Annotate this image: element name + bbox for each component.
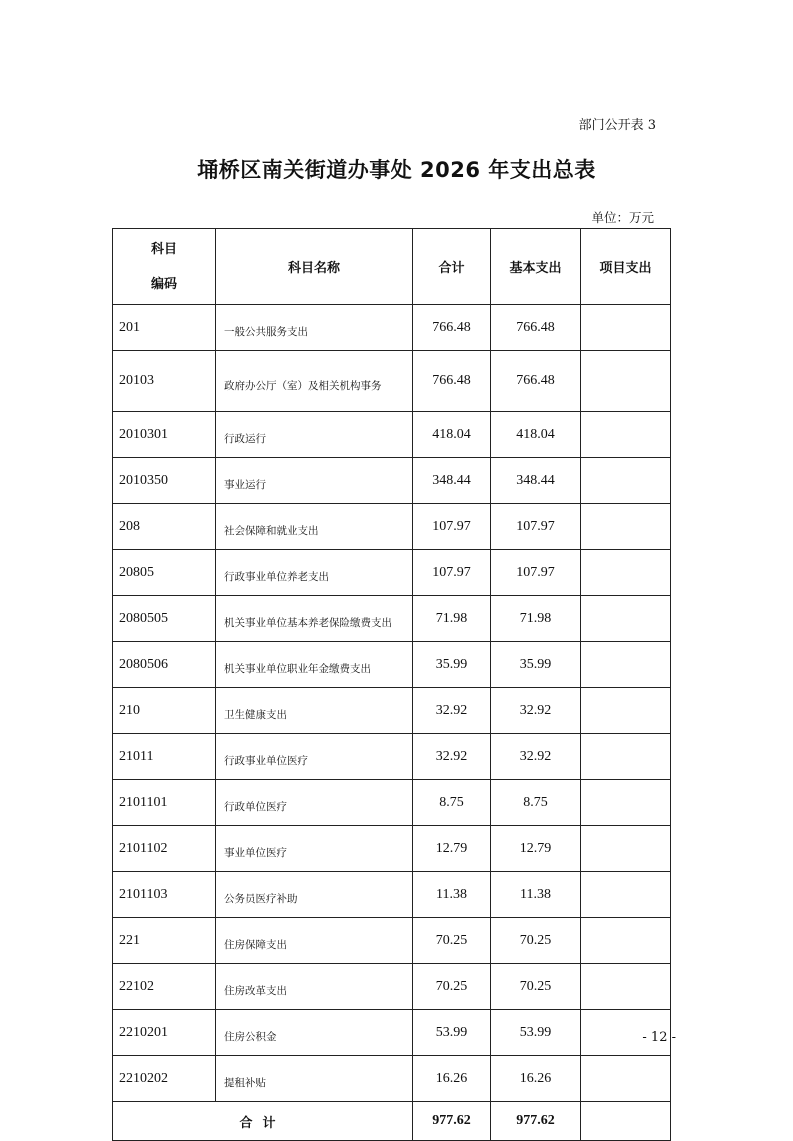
row-code: 2101101	[113, 780, 216, 826]
table-row	[113, 412, 671, 458]
row-total: 418.04	[413, 412, 491, 458]
table-row	[113, 918, 671, 964]
row-name: 事业运行	[216, 458, 413, 504]
row-name: 公务员医疗补助	[216, 872, 413, 918]
header-row	[113, 229, 671, 305]
row-basic: 32.92	[491, 734, 581, 780]
row-total: 766.48	[413, 351, 491, 412]
row-basic: 107.97	[491, 504, 581, 550]
table-body	[113, 305, 671, 1102]
row-code: 208	[113, 504, 216, 550]
row-basic: 71.98	[491, 596, 581, 642]
total-sum: 977.62	[413, 1102, 491, 1141]
row-name: 行政事业单位医疗	[216, 734, 413, 780]
row-basic: 107.97	[491, 550, 581, 596]
row-name: 一般公共服务支出	[216, 305, 413, 351]
row-total: 348.44	[413, 458, 491, 504]
row-project	[581, 458, 671, 504]
table-row	[113, 458, 671, 504]
row-code: 201	[113, 305, 216, 351]
row-basic: 16.26	[491, 1056, 581, 1102]
row-basic: 11.38	[491, 872, 581, 918]
row-total: 53.99	[413, 1010, 491, 1056]
row-total: 16.26	[413, 1056, 491, 1102]
header-basic: 基本支出	[491, 229, 581, 305]
row-project	[581, 826, 671, 872]
row-name: 卫生健康支出	[216, 688, 413, 734]
header-code-line1: 科目	[150, 241, 177, 257]
row-project	[581, 504, 671, 550]
row-name: 行政单位医疗	[216, 780, 413, 826]
row-name: 住房公积金	[216, 1010, 413, 1056]
row-code: 2010350	[113, 458, 216, 504]
row-name: 行政事业单位养老支出	[216, 550, 413, 596]
row-code: 2210201	[113, 1010, 216, 1056]
row-name: 社会保障和就业支出	[216, 504, 413, 550]
row-project	[581, 305, 671, 351]
table-tag: 部门公开表 3	[578, 118, 656, 133]
table-row	[113, 1056, 671, 1102]
row-basic: 35.99	[491, 642, 581, 688]
row-code: 20805	[113, 550, 216, 596]
table-row	[113, 596, 671, 642]
row-total: 12.79	[413, 826, 491, 872]
row-basic: 32.92	[491, 688, 581, 734]
table-row	[113, 642, 671, 688]
row-total: 71.98	[413, 596, 491, 642]
header-code-line2: 编码	[150, 276, 177, 292]
row-total: 70.25	[413, 964, 491, 1010]
row-name: 政府办公厅（室）及相关机构事务	[216, 351, 413, 412]
row-name: 行政运行	[216, 412, 413, 458]
row-name: 机关事业单位基本养老保险缴费支出	[216, 596, 413, 642]
total-basic: 977.62	[491, 1102, 581, 1141]
row-basic: 8.75	[491, 780, 581, 826]
page-title: 埇桥区南关街道办事处 2026 年支出总表	[197, 158, 596, 182]
row-total: 107.97	[413, 504, 491, 550]
header-project: 项目支出	[581, 229, 671, 305]
row-code: 210	[113, 688, 216, 734]
table-row	[113, 305, 671, 351]
row-code: 2080505	[113, 596, 216, 642]
row-name: 提租补贴	[216, 1056, 413, 1102]
row-project	[581, 964, 671, 1010]
total-row	[113, 1102, 671, 1141]
row-code: 22102	[113, 964, 216, 1010]
table-row	[113, 872, 671, 918]
row-total: 107.97	[413, 550, 491, 596]
row-project	[581, 780, 671, 826]
row-basic: 70.25	[491, 918, 581, 964]
row-name: 住房改革支出	[216, 964, 413, 1010]
row-code: 2101103	[113, 872, 216, 918]
row-project	[581, 734, 671, 780]
table-row	[113, 550, 671, 596]
row-name: 机关事业单位职业年金缴费支出	[216, 642, 413, 688]
total-label: 合计	[113, 1102, 413, 1141]
total-project	[581, 1102, 671, 1141]
page-number: - 12 -	[642, 1030, 676, 1045]
table-row	[113, 1010, 671, 1056]
table-row	[113, 826, 671, 872]
table-row	[113, 780, 671, 826]
row-basic: 12.79	[491, 826, 581, 872]
row-name: 事业单位医疗	[216, 826, 413, 872]
row-project	[581, 550, 671, 596]
row-code: 2101102	[113, 826, 216, 872]
row-basic: 348.44	[491, 458, 581, 504]
row-basic: 766.48	[491, 305, 581, 351]
row-project	[581, 596, 671, 642]
row-name: 住房保障支出	[216, 918, 413, 964]
table-row	[113, 351, 671, 412]
row-total: 35.99	[413, 642, 491, 688]
row-project	[581, 918, 671, 964]
table-row	[113, 504, 671, 550]
row-code: 2080506	[113, 642, 216, 688]
row-total: 32.92	[413, 734, 491, 780]
row-total: 32.92	[413, 688, 491, 734]
unit-label: 单位：万元	[591, 210, 654, 225]
row-project	[581, 412, 671, 458]
row-code: 2210202	[113, 1056, 216, 1102]
row-project	[581, 1056, 671, 1102]
expenditure-table	[112, 228, 671, 1141]
row-basic: 53.99	[491, 1010, 581, 1056]
header-code	[113, 229, 216, 305]
row-project	[581, 872, 671, 918]
row-total: 766.48	[413, 305, 491, 351]
row-basic: 766.48	[491, 351, 581, 412]
row-total: 70.25	[413, 918, 491, 964]
row-code: 2010301	[113, 412, 216, 458]
row-project	[581, 688, 671, 734]
table-row	[113, 964, 671, 1010]
header-total: 合计	[413, 229, 491, 305]
row-code: 20103	[113, 351, 216, 412]
row-total: 8.75	[413, 780, 491, 826]
table-row	[113, 734, 671, 780]
row-basic: 70.25	[491, 964, 581, 1010]
header-name: 科目名称	[216, 229, 413, 305]
row-code: 221	[113, 918, 216, 964]
row-basic: 418.04	[491, 412, 581, 458]
row-project	[581, 351, 671, 412]
row-project	[581, 642, 671, 688]
table-row	[113, 688, 671, 734]
row-total: 11.38	[413, 872, 491, 918]
row-code: 21011	[113, 734, 216, 780]
